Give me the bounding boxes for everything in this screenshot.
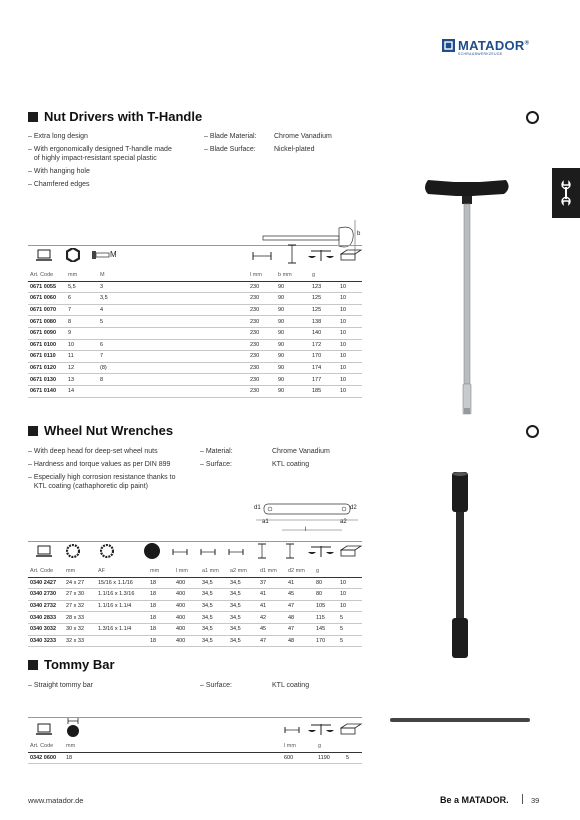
column-header: Art. Code: [28, 741, 64, 752]
column-header: M: [98, 270, 248, 281]
footer-divider: [522, 794, 523, 804]
property-label: – Blade Surface:: [204, 146, 256, 153]
property-value: Chrome Vanadium: [272, 448, 330, 455]
weight-scale-icon: [308, 722, 334, 736]
table-cell: 34,5: [228, 623, 258, 635]
column-header: d2 mm: [286, 566, 314, 577]
column-header: mm: [66, 270, 98, 281]
wheel-wrench-table: [28, 566, 362, 647]
dimension-label: d1: [254, 505, 261, 511]
table-cell: 230: [248, 316, 276, 328]
logo-mark-icon: [442, 39, 455, 52]
table-cell: 41: [258, 589, 286, 601]
table-cell: 10: [338, 304, 362, 316]
table-cell: 400: [174, 635, 200, 647]
article-code-cell: 0671 0090: [28, 327, 66, 339]
table-cell: 45: [286, 589, 314, 601]
table-cell: 5: [338, 612, 362, 624]
table-cell: 27 x 30: [64, 589, 96, 601]
feature-item: of highly impact-resistant special plastic: [28, 155, 157, 162]
property-label: – Surface:: [200, 461, 232, 468]
wheel-nut-wrench-product-image: [440, 470, 480, 660]
packaging-unit-icon: [340, 249, 362, 261]
table-cell: 185: [310, 385, 338, 397]
table-cell: 18: [148, 577, 174, 589]
table-cell: 10: [338, 385, 362, 397]
feature-list: [28, 132, 208, 189]
article-code-cell: 0340 2732: [28, 600, 64, 612]
feature-item: – Especially high corrosion resistance thanks to: [28, 474, 176, 481]
article-code-cell: 0671 0110: [28, 351, 66, 363]
bolt-icon: [92, 250, 110, 260]
table-header: [28, 566, 362, 577]
divider: [28, 245, 362, 246]
twelve-point-socket-icon: [66, 544, 80, 558]
table-cell: 105: [314, 600, 338, 612]
table-cell: 5: [338, 635, 362, 647]
property-label: – Blade Material:: [204, 133, 257, 140]
table-cell: 18: [148, 589, 174, 601]
property-value: KTL coating: [272, 682, 310, 689]
footer-url-link[interactable]: www.matador.de: [28, 796, 84, 805]
feature-item: – With hanging hole: [28, 168, 90, 175]
section-title-tommy-bar: Tommy Bar: [28, 657, 115, 672]
category-tab: [552, 168, 580, 218]
table-cell: 90: [276, 281, 310, 293]
table-cell: 3: [98, 281, 248, 293]
dimension-label: l: [305, 527, 307, 533]
table-cell: 115: [314, 612, 338, 624]
table-cell: 123: [310, 281, 338, 293]
article-code-cell: 0671 0100: [28, 339, 66, 351]
table-cell: 4: [98, 304, 248, 316]
table-row: [28, 293, 362, 305]
table-cell: 10: [338, 316, 362, 328]
table-cell: 18: [64, 752, 282, 764]
section-title-nut-drivers: Nut Drivers with T-Handle: [28, 109, 202, 124]
table-row: [28, 374, 362, 386]
table-cell: 34,5: [228, 577, 258, 589]
feature-item: – With ergonomically designed T-handle made: [28, 146, 172, 153]
table-cell: 42: [258, 612, 286, 624]
table-cell: 230: [248, 281, 276, 293]
column-header: mm: [64, 566, 96, 577]
table-cell: 90: [276, 351, 310, 363]
feature-list: [28, 681, 93, 690]
height-arrow-icon: [288, 244, 296, 264]
table-cell: 10: [66, 339, 98, 351]
table-row: [28, 577, 362, 589]
section-square-icon: [28, 426, 38, 436]
packaging-unit-icon: [340, 545, 362, 557]
table-cell: 10: [338, 374, 362, 386]
table-row: [28, 304, 362, 316]
dimension-label: a1: [262, 519, 269, 525]
table-cell: 230: [248, 362, 276, 374]
feature-item: – Extra long design: [28, 133, 88, 140]
table-cell: 41: [286, 577, 314, 589]
weight-scale-icon: [308, 248, 334, 262]
article-code-cell: 0671 0060: [28, 293, 66, 305]
table-cell: 34,5: [200, 577, 228, 589]
table-cell: 48: [286, 635, 314, 647]
column-header: l mm: [282, 741, 316, 752]
table-cell: 10: [338, 362, 362, 374]
table-cell: 47: [286, 600, 314, 612]
feature-item: – Chamfered edges: [28, 181, 90, 188]
column-header: mm: [64, 741, 282, 752]
table-header: [28, 270, 362, 281]
article-code-cell: 0340 2427: [28, 577, 64, 589]
table-cell: 10: [338, 339, 362, 351]
table-cell: 18: [148, 623, 174, 635]
packaging-unit-icon: [340, 723, 362, 735]
column-header: AF: [96, 566, 148, 577]
table-cell: [96, 635, 148, 647]
table-cell: 5,5: [66, 281, 98, 293]
column-header: b mm: [276, 270, 310, 281]
twelve-point-socket-icon: [100, 544, 114, 558]
table-row: [28, 351, 362, 363]
property-list: [204, 132, 332, 154]
table-cell: 48: [286, 612, 314, 624]
height-arrow-icon: [286, 543, 294, 559]
table-cell: 30 x 32: [64, 623, 96, 635]
article-code-cell: 0671 0055: [28, 281, 66, 293]
column-header: [338, 270, 362, 281]
table-row: [28, 600, 362, 612]
feature-item: – Hardness and torque values as per DIN 899: [28, 461, 171, 468]
table-cell: 400: [174, 600, 200, 612]
table-cell: 400: [174, 612, 200, 624]
column-header: [344, 741, 362, 752]
column-header: mm: [148, 566, 174, 577]
ring-marker-icon: [526, 111, 539, 124]
table-cell: 1.1/16 x 1.1/4: [96, 600, 148, 612]
length-arrow-icon: [172, 549, 188, 555]
table-cell: 170: [314, 635, 338, 647]
weight-scale-icon: [308, 544, 334, 558]
table-cell: 80: [314, 577, 338, 589]
property-list: [200, 681, 309, 690]
table-cell: 10: [338, 293, 362, 305]
table-cell: 230: [248, 374, 276, 386]
table-cell: 5: [344, 752, 362, 764]
table-cell: [98, 327, 248, 339]
column-header: a1 mm: [200, 566, 228, 577]
table-cell: 15/16 x 1.1/16: [96, 577, 148, 589]
table-cell: 14: [66, 385, 98, 397]
feature-item: – With deep head for deep-set wheel nuts: [28, 448, 158, 455]
table-header: [28, 741, 362, 752]
table-cell: 1.3/16 x 1.1/4: [96, 623, 148, 635]
table-cell: 34,5: [228, 635, 258, 647]
table-cell: 90: [276, 362, 310, 374]
table-cell: [98, 385, 248, 397]
table-cell: 230: [248, 385, 276, 397]
table-row: [28, 327, 362, 339]
table-cell: 140: [310, 327, 338, 339]
nut-driver-product-image: [420, 170, 520, 430]
table-cell: 90: [276, 385, 310, 397]
table-cell: 47: [258, 635, 286, 647]
table-cell: 47: [286, 623, 314, 635]
article-code-cell: 0340 3032: [28, 623, 64, 635]
table-cell: 1190: [316, 752, 344, 764]
column-header: [338, 566, 362, 577]
column-header: g: [310, 270, 338, 281]
table-cell: 7: [98, 351, 248, 363]
packaging-icon: [36, 248, 52, 262]
bar-diameter-icon: [144, 543, 160, 559]
table-cell: 230: [248, 351, 276, 363]
table-cell: 230: [248, 339, 276, 351]
table-row: [28, 589, 362, 601]
length-arrow-icon: [228, 549, 244, 555]
tommy-bar-table: [28, 741, 362, 764]
table-cell: 24 x 27: [64, 577, 96, 589]
footer-slogan: Be a MATADOR.: [440, 795, 509, 805]
table-cell: 174: [310, 362, 338, 374]
table-cell: 18: [148, 600, 174, 612]
article-code-cell: 0340 3233: [28, 635, 64, 647]
table-cell: 37: [258, 577, 286, 589]
table-cell: 9: [66, 327, 98, 339]
table-cell: 170: [310, 351, 338, 363]
table-cell: 12: [66, 362, 98, 374]
section-square-icon: [28, 112, 38, 122]
table-cell: 10: [338, 589, 362, 601]
table-row: [28, 362, 362, 374]
table-row: [28, 635, 362, 647]
length-arrow-icon: [252, 252, 272, 260]
table-cell: 145: [314, 623, 338, 635]
column-header: l mm: [248, 270, 276, 281]
article-code-cell: 0671 0120: [28, 362, 66, 374]
table-row: [28, 339, 362, 351]
table-cell: 34,5: [228, 600, 258, 612]
wheel-wrench-diagram: [252, 498, 362, 534]
table-cell: 41: [258, 600, 286, 612]
table-cell: 90: [276, 293, 310, 305]
feature-list: [28, 447, 208, 491]
article-code-cell: 0340 2730: [28, 589, 64, 601]
table-cell: 90: [276, 327, 310, 339]
feature-item: – Straight tommy bar: [28, 682, 93, 689]
table-cell: 34,5: [200, 635, 228, 647]
column-header: Art. Code: [28, 270, 66, 281]
brand-subline: SCHRAUBWERKZEUGE: [458, 52, 503, 56]
table-cell: (8): [98, 362, 248, 374]
table-row: [28, 612, 362, 624]
article-code-cell: 0340 2833: [28, 612, 64, 624]
property-value: KTL coating: [272, 461, 310, 468]
tommy-bar-product-image: [390, 718, 530, 722]
table-cell: 10: [338, 281, 362, 293]
column-header: a2 mm: [228, 566, 258, 577]
table-row: [28, 316, 362, 328]
table-cell: 5: [98, 316, 248, 328]
table-cell: 6: [66, 293, 98, 305]
table-cell: 230: [248, 293, 276, 305]
property-label: – Surface:: [200, 682, 232, 689]
table-row: [28, 385, 362, 397]
table-cell: 400: [174, 623, 200, 635]
table-cell: 10: [338, 577, 362, 589]
brand-name: MATADOR®: [458, 38, 530, 53]
table-cell: 8: [66, 316, 98, 328]
dimension-label: a2: [340, 519, 347, 525]
table-cell: 8: [98, 374, 248, 386]
table-cell: 34,5: [200, 589, 228, 601]
packaging-icon: [36, 544, 52, 558]
column-header: l mm: [174, 566, 200, 577]
wrench-icon: [559, 180, 573, 206]
feature-item: KTL coating (cathaphoretic dip paint): [28, 483, 148, 490]
table-cell: 125: [310, 293, 338, 305]
table-cell: [96, 612, 148, 624]
article-code-cell: 0671 0070: [28, 304, 66, 316]
table-cell: 45: [258, 623, 286, 635]
table-cell: 18: [148, 612, 174, 624]
article-code-cell: 0671 0080: [28, 316, 66, 328]
table-cell: 10: [338, 600, 362, 612]
table-cell: 90: [276, 339, 310, 351]
property-value: Nickel-plated: [274, 146, 315, 153]
table-cell: 177: [310, 374, 338, 386]
table-cell: 90: [276, 316, 310, 328]
section-square-icon: [28, 660, 38, 670]
table-row: [28, 752, 362, 764]
table-cell: 125: [310, 304, 338, 316]
table-cell: 400: [174, 589, 200, 601]
table-cell: 13: [66, 374, 98, 386]
table-cell: 230: [248, 304, 276, 316]
table-cell: 400: [174, 577, 200, 589]
table-cell: 3,5: [98, 293, 248, 305]
property-label: – Material:: [200, 448, 233, 455]
page-number: 39: [531, 796, 540, 805]
bar-diameter-icon: [66, 718, 80, 738]
table-cell: 34,5: [228, 589, 258, 601]
column-header: g: [314, 566, 338, 577]
dimension-label: b: [357, 231, 361, 237]
table-cell: 10: [338, 327, 362, 339]
table-cell: 90: [276, 374, 310, 386]
column-header: Art. Code: [28, 566, 64, 577]
article-code-cell: 0342 0600: [28, 752, 64, 764]
table-cell: 32 x 33: [64, 635, 96, 647]
hex-socket-icon: [66, 248, 80, 262]
article-code-cell: 0671 0140: [28, 385, 66, 397]
packaging-icon: [36, 722, 52, 736]
table-cell: 6: [98, 339, 248, 351]
thread-size-label: M: [110, 250, 117, 259]
nut-driver-table: [28, 270, 362, 398]
table-row: [28, 623, 362, 635]
length-arrow-icon: [284, 727, 300, 733]
table-row: [28, 281, 362, 293]
table-cell: 27 x 32: [64, 600, 96, 612]
column-header: d1 mm: [258, 566, 286, 577]
table-cell: 11: [66, 351, 98, 363]
property-value: Chrome Vanadium: [274, 133, 332, 140]
table-cell: 18: [148, 635, 174, 647]
brand-logo: [442, 36, 542, 56]
dimension-label: d2: [350, 505, 357, 511]
table-cell: 34,5: [200, 600, 228, 612]
table-cell: 90: [276, 304, 310, 316]
table-cell: 80: [314, 589, 338, 601]
table-cell: 5: [338, 623, 362, 635]
table-cell: 600: [282, 752, 316, 764]
ring-marker-icon: [526, 425, 539, 438]
table-cell: 230: [248, 327, 276, 339]
property-list: [200, 447, 330, 469]
height-arrow-icon: [258, 543, 266, 559]
table-cell: 34,5: [228, 612, 258, 624]
table-cell: 34,5: [200, 612, 228, 624]
column-header: g: [316, 741, 344, 752]
table-cell: 7: [66, 304, 98, 316]
article-code-cell: 0671 0130: [28, 374, 66, 386]
table-cell: 1.1/16 x 1.3/16: [96, 589, 148, 601]
divider: [28, 541, 362, 542]
length-arrow-icon: [200, 549, 216, 555]
table-cell: 172: [310, 339, 338, 351]
section-title-wheel-nut-wrenches: Wheel Nut Wrenches: [28, 423, 173, 438]
table-cell: 34,5: [200, 623, 228, 635]
table-cell: 10: [338, 351, 362, 363]
table-cell: 28 x 33: [64, 612, 96, 624]
table-cell: 138: [310, 316, 338, 328]
